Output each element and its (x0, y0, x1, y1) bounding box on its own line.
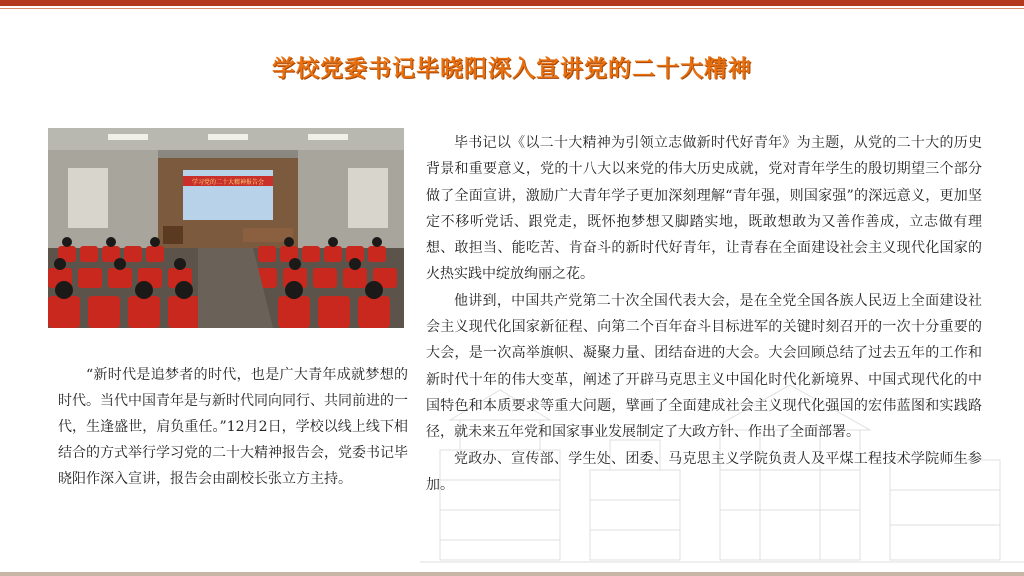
top-accent-bar (0, 0, 1024, 6)
article-paragraph-2: 他讲到，中国共产党第二十次全国代表大会，是在全党全国各族人民迈上全面建设社会主义现代化国家新征程、向第二个百年奋斗目标进军的关键时刻召开的一次十分重要的大会，是一次高举旗帜、凝聚力量、团结奋进的大会。大会回顾总结了过去五年的工作和新时代十年的伟大变革，阐述了开辟马克思主义中国化时代化新境界、中国式现代化的中国特色和本质要求等重大问题，擘画了全面建成社会主义现代化强国的宏伟蓝图和实践路径，就未来五年党和国家事业发展制定了大政方针、作出了全面部署。 (426, 292, 982, 441)
screen-banner-text: 学习党的二十大精神报告会 (191, 179, 265, 186)
article-paragraph-3: 党政办、宣传部、学生处、团委、马克思主义学院负责人及平煤工程技术学院师生参加。 (426, 450, 982, 493)
page-title: 学校党委书记毕晓阳深入宣讲党的二十大精神 (272, 56, 752, 82)
lecture-hall-photo (48, 128, 404, 328)
right-article-column (426, 130, 982, 498)
bottom-divider (0, 572, 1024, 576)
left-paragraph: “新时代是追梦者的时代，也是广大青年成就梦想的时代。当代中国青年是与新时代同向同行、共同前进的一代，生逢盛世，肩负重任。”12月2日，学校以线上线下相结合的方式举行学习党的二十大精神报告会，党委书记毕晓阳作深入宣讲，报告会由副校长张立方主持。 (58, 367, 408, 487)
lecture-hall-illustration (48, 128, 404, 328)
top-accent-line (0, 8, 1024, 9)
article-paragraph-1: 毕书记以《以二十大精神为引领立志做新时代好青年》为主题，从党的二十大的历史背景和重要意义，党的十八大以来党的伟大历史成就，党对青年学生的殷切期望三个部分做了全面宣讲，激励广大青年学子更加深刻理解“青年强，则国家强”的深远意义，更加坚定不移听党话、跟党走，既怀抱梦想又脚踏实地，既敢想敢为又善作善成，立志做有理想、敢担当、能吃苦、肯奋斗的新时代好青年，让青春在全面建设社会主义现代化国家的火热实践中绽放绚丽之花。 (426, 135, 982, 283)
